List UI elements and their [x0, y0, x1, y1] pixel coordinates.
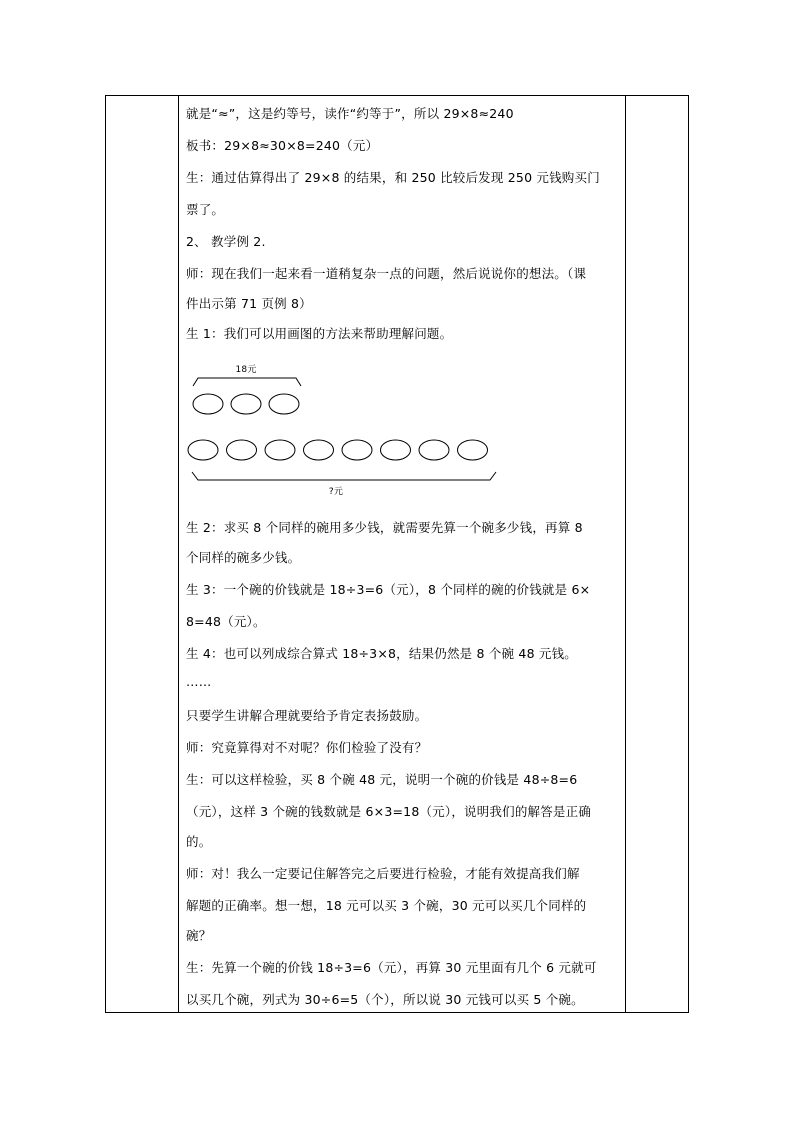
bowl-shape	[381, 440, 411, 460]
text-line: 的。	[186, 834, 212, 849]
text-line: 师：现在我们一起来看一道稍复杂一点的问题，然后说说你的想法。（课	[186, 266, 587, 281]
bowl-shape	[304, 440, 334, 460]
text-line: 就是“≈”，这是约等号，读作“约等于”，所以 29×8≈240	[186, 106, 514, 121]
bowl-shape	[269, 394, 299, 414]
diagram-top-price-label: 18元	[235, 365, 257, 375]
text-line: 2、 教学例 2.	[186, 234, 266, 249]
bowl-shape	[342, 440, 372, 460]
diagram-top-brace	[193, 378, 301, 386]
diagram-bottom-price-label: ?元	[328, 487, 344, 497]
bowl-shape	[231, 394, 261, 414]
text-line: 票了。	[186, 202, 225, 217]
text-line: 生 1：我们可以用画图的方法来帮助理解问题。	[186, 326, 453, 341]
text-line: 以买几个碗，列式为 30÷6=5（个），所以说 30 元钱可以买 5 个碗。	[186, 992, 584, 1007]
text-line: 碗？	[186, 928, 212, 943]
bowl-shape	[193, 394, 223, 414]
bowl-price-diagram	[186, 358, 516, 498]
text-line: 生：先算一个碗的价钱 18÷3=6（元），再算 30 元里面有几个 6 元就可	[186, 960, 597, 975]
text-line: ……	[186, 674, 212, 689]
bowl-shape	[458, 440, 488, 460]
diagram-top-bowls	[193, 394, 299, 414]
diagram-bottom-brace	[192, 472, 496, 480]
table-column-divider-left	[178, 96, 179, 1012]
text-line: 8=48（元）。	[186, 614, 266, 629]
text-line: 板书：29×8≈30×8=240（元）	[186, 138, 379, 153]
bowl-shape	[265, 440, 295, 460]
text-line: 只要学生讲解合理就要给予肯定表扬鼓励。	[186, 708, 428, 723]
text-line: 师：对！我么一定要记住解答完之后要进行检验，才能有效提高我们解	[186, 866, 580, 881]
text-line: （元），这样 3 个碗的钱数就是 6×3=18（元），说明我们的解答是正确	[186, 804, 592, 819]
text-line: 生 3：一个碗的价钱就是 18÷3=6（元），8 个同样的碗的价钱就是 6×	[186, 582, 591, 597]
bowl-shape	[419, 440, 449, 460]
text-line: 生：通过估算得出了 29×8 的结果，和 250 比较后发现 250 元钱购买门	[186, 170, 600, 185]
text-line: 师：究竟算得对不对呢？你们检验了没有？	[186, 740, 428, 755]
text-line: 生 4：也可以列成综合算式 18÷3×8，结果仍然是 8 个碗 48 元钱。	[186, 646, 578, 661]
diagram-bottom-bowls	[188, 440, 488, 460]
text-line: 生 2：求买 8 个同样的碗用多少钱，就需要先算一个碗多少钱，再算 8	[186, 520, 583, 535]
text-line: 解题的正确率。想一想，18 元可以买 3 个碗，30 元可以买几个同样的	[186, 898, 587, 913]
text-line: 生：可以这样检验，买 8 个碗 48 元，说明一个碗的价钱是 48÷8=6	[186, 772, 578, 787]
text-line: 个同样的碗多少钱。	[186, 550, 301, 565]
bowl-shape	[188, 440, 218, 460]
table-column-divider-right	[625, 96, 626, 1012]
lesson-table	[105, 95, 689, 1013]
bowl-shape	[227, 440, 257, 460]
text-line: 件出示第 71 页例 8）	[186, 296, 312, 311]
